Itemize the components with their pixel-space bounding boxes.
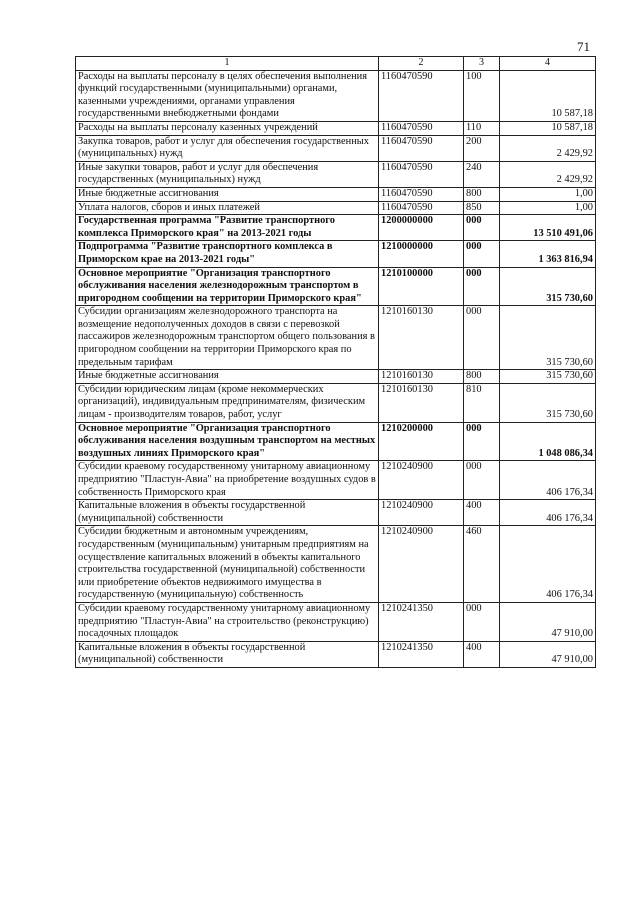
row-name-cell: Иные бюджетные ассигнования [76, 187, 379, 201]
table-row [76, 422, 596, 461]
table-row [76, 641, 596, 667]
row-code-cell: 1160470590 [379, 135, 464, 161]
row-name-cell: Капитальные вложения в объекты государственной (муниципальной) собственности [76, 500, 379, 526]
row-name-cell: Уплата налогов, сборов и иных платежей [76, 201, 379, 215]
table-row [76, 70, 596, 121]
table-row [76, 306, 596, 370]
row-type-cell: 000 [464, 267, 500, 306]
row-sum-cell: 47 910,00 [500, 602, 596, 641]
row-code-cell: 1210241350 [379, 641, 464, 667]
header-cell-code: 2 [379, 57, 464, 71]
row-type-cell: 100 [464, 70, 500, 121]
row-type-cell: 110 [464, 121, 500, 135]
row-type-cell: 000 [464, 461, 500, 500]
row-code-cell: 1210240900 [379, 500, 464, 526]
row-sum-cell: 315 730,60 [500, 267, 596, 306]
page-number: 71 [577, 39, 590, 54]
row-type-cell: 200 [464, 135, 500, 161]
row-type-cell: 400 [464, 641, 500, 667]
table-row [76, 215, 596, 241]
row-code-cell: 1160470590 [379, 187, 464, 201]
row-code-cell: 1210241350 [379, 602, 464, 641]
table-row [76, 383, 596, 422]
row-name-cell: Расходы на выплаты персоналу в целях обеспечения выполнения функций государственными (муниципальными) органами, казенными учреждениями, органами управления государственными внебюджетными фондами [76, 70, 379, 121]
row-sum-cell: 315 730,60 [500, 383, 596, 422]
row-name-cell: Субсидии краевому государственному унитарному авиационному предприятию "Пластун-Авиа" на приобретение воздушных судов в собственность Приморского края [76, 461, 379, 500]
row-sum-cell: 406 176,34 [500, 461, 596, 500]
row-type-cell: 400 [464, 500, 500, 526]
row-type-cell: 810 [464, 383, 500, 422]
row-code-cell: 1210240900 [379, 461, 464, 500]
row-type-cell: 460 [464, 526, 500, 603]
header-cell-type: 3 [464, 57, 500, 71]
row-code-cell: 1210160130 [379, 383, 464, 422]
row-type-cell: 800 [464, 187, 500, 201]
row-code-cell: 1160470590 [379, 121, 464, 135]
row-sum-cell: 1 363 816,94 [500, 241, 596, 267]
row-type-cell: 800 [464, 370, 500, 384]
row-sum-cell: 1,00 [500, 201, 596, 215]
table-row [76, 135, 596, 161]
budget-table [75, 56, 596, 668]
row-name-cell: Иные бюджетные ассигнования [76, 370, 379, 384]
row-name-cell: Субсидии краевому государственному унитарному авиационному предприятию "Пластун-Авиа" на строительство (реконструкцию) посадочных площадок [76, 602, 379, 641]
row-name-cell: Основное мероприятие "Организация транспортного обслуживания населения железнодорожным транспортом в пригородном сообщении на территории Приморского края" [76, 267, 379, 306]
header-cell-sum: 4 [500, 57, 596, 71]
row-code-cell: 1210100000 [379, 267, 464, 306]
row-sum-cell: 1 048 086,34 [500, 422, 596, 461]
row-code-cell: 1210240900 [379, 526, 464, 603]
row-type-cell: 000 [464, 422, 500, 461]
row-code-cell: 1160470590 [379, 161, 464, 187]
row-name-cell: Подпрограмма "Развитие транспортного комплекса в Приморском крае на 2013-2021 годы" [76, 241, 379, 267]
row-code-cell: 1200000000 [379, 215, 464, 241]
row-sum-cell: 315 730,60 [500, 370, 596, 384]
table-row [76, 201, 596, 215]
row-sum-cell: 1,00 [500, 187, 596, 201]
row-type-cell: 000 [464, 306, 500, 370]
row-type-cell: 000 [464, 241, 500, 267]
row-code-cell: 1160470590 [379, 70, 464, 121]
table-row [76, 187, 596, 201]
row-type-cell: 850 [464, 201, 500, 215]
row-code-cell: 1210160130 [379, 306, 464, 370]
row-type-cell: 000 [464, 602, 500, 641]
row-sum-cell: 315 730,60 [500, 306, 596, 370]
table-row [76, 461, 596, 500]
table-row [76, 161, 596, 187]
row-sum-cell: 2 429,92 [500, 135, 596, 161]
row-name-cell: Капитальные вложения в объекты государственной (муниципальной) собственности [76, 641, 379, 667]
row-sum-cell: 2 429,92 [500, 161, 596, 187]
row-name-cell: Субсидии бюджетным и автономным учреждениям, государственным (муниципальным) унитарным предприятиям на осуществление капитальных вложений в объекты капитального строительства государственной (муниципальной) собственности или приобретение объектов недвижимого имущества в государственную (муниципальную) собственность [76, 526, 379, 603]
header-cell-name: 1 [76, 57, 379, 71]
row-name-cell: Государственная программа "Развитие транспортного комплекса Приморского края" на 2013-2021 годы [76, 215, 379, 241]
row-code-cell: 1210000000 [379, 241, 464, 267]
table-row [76, 500, 596, 526]
row-name-cell: Иные закупки товаров, работ и услуг для обеспечения государственных (муниципальных) нужд [76, 161, 379, 187]
table-row [76, 370, 596, 384]
row-code-cell: 1160470590 [379, 201, 464, 215]
row-type-cell: 000 [464, 215, 500, 241]
table-header-row [76, 57, 596, 71]
row-sum-cell: 406 176,34 [500, 500, 596, 526]
row-name-cell: Закупка товаров, работ и услуг для обеспечения государственных (муниципальных) нужд [76, 135, 379, 161]
row-name-cell: Расходы на выплаты персоналу казенных учреждений [76, 121, 379, 135]
table-row [76, 267, 596, 306]
table-row [76, 526, 596, 603]
row-type-cell: 240 [464, 161, 500, 187]
table-row [76, 121, 596, 135]
table-row [76, 241, 596, 267]
row-code-cell: 1210200000 [379, 422, 464, 461]
budget-table-body [76, 57, 596, 668]
row-sum-cell: 10 587,18 [500, 70, 596, 121]
table-row [76, 602, 596, 641]
row-sum-cell: 10 587,18 [500, 121, 596, 135]
row-sum-cell: 13 510 491,06 [500, 215, 596, 241]
row-name-cell: Субсидии организациям железнодорожного транспорта на возмещение недополученных доходов в связи с перевозкой пассажиров железнодорожным транспортом общего пользования в пригородном сообщении на территории Приморского края по предельным тарифам [76, 306, 379, 370]
row-name-cell: Субсидии юридическим лицам (кроме некоммерческих организаций), индивидуальным предпринимателям, физическим лицам - производителям товаров, работ, услуг [76, 383, 379, 422]
row-sum-cell: 406 176,34 [500, 526, 596, 603]
row-sum-cell: 47 910,00 [500, 641, 596, 667]
row-name-cell: Основное мероприятие "Организация транспортного обслуживания населения воздушным транспортом на местных воздушных линиях Приморского края" [76, 422, 379, 461]
row-code-cell: 1210160130 [379, 370, 464, 384]
